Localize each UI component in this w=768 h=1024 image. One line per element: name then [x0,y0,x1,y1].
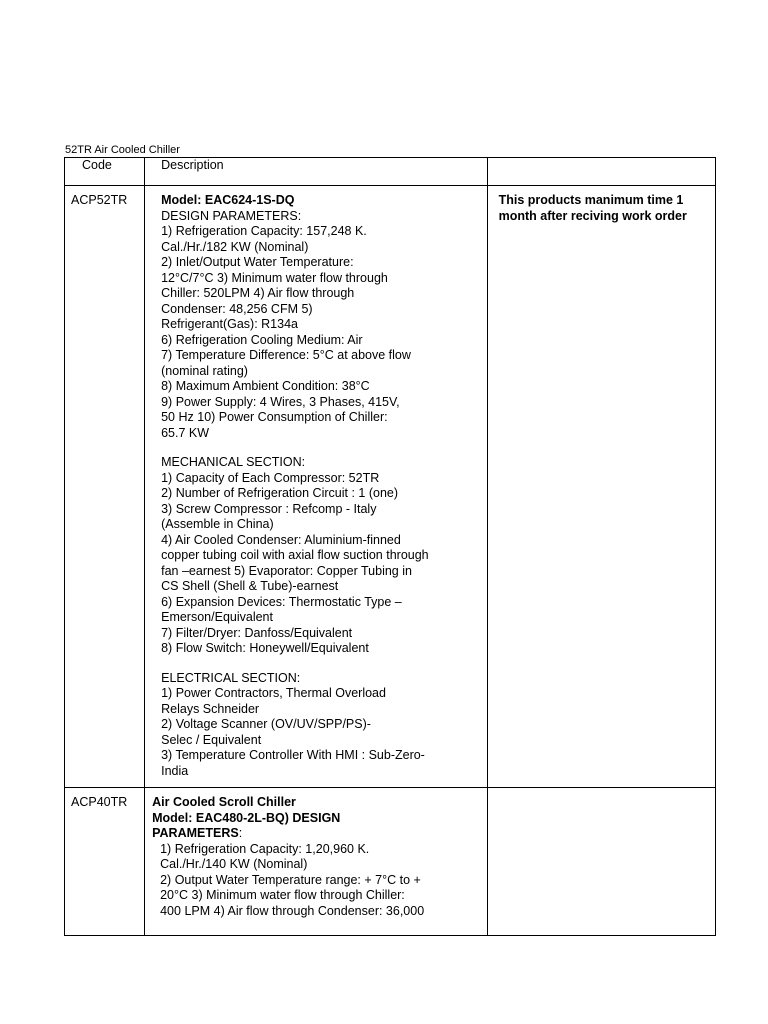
text-line: 6) Refrigeration Cooling Medium: Air [161,332,363,347]
text-line: 2) Output Water Temperature range: + 7°C to + [160,872,421,887]
header-code: Code [65,158,145,186]
note-line: This products manimum time 1 [498,193,684,208]
section-spacer [161,657,483,671]
design-parameters [161,209,483,442]
delivery-note [487,186,715,788]
text-line: 2) Voltage Scanner (OV/UV/SPP/PS)- [161,717,371,732]
text-line: (Assemble in China) [161,517,274,532]
text-line: Selec / Equivalent [161,732,262,747]
text-line: 12°C/7°C 3) Minimum water flow through [161,270,388,285]
text-line: Refrigerant(Gas): R134a [161,317,298,332]
text-line: MECHANICAL SECTION: [161,455,306,470]
text-line: 2) Number of Refrigeration Circuit : 1 (one) [161,486,399,501]
text-line: 1) Refrigeration Capacity: 157,248 K. [161,224,367,239]
text-line: 1) Power Contractors, Thermal Overload [161,686,386,701]
text-line: 8) Flow Switch: Honeywell/Equivalent [161,641,369,656]
text-line: 3) Temperature Controller With HMI : Sub-Zero- [161,748,425,763]
text-line: 20°C 3) Minimum water flow through Chiller: [160,888,405,903]
text-line: Emerson/Equivalent [161,610,273,625]
text-line: 7) Temperature Difference: 5°C at above flow [161,348,411,363]
mechanical-section [161,455,483,657]
text-line: 1) Capacity of Each Compressor: 52TR [161,470,380,485]
params-heading [152,826,483,842]
text-line: CS Shell (Shell & Tube)-earnest [161,579,339,594]
params-heading-colon: : [238,826,243,841]
text-line: 1) Refrigeration Capacity: 1,20,960 K. [160,841,370,856]
header-description: Description [145,158,488,186]
text-line: 8) Maximum Ambient Condition: 38°C [161,379,370,394]
spec-table [64,157,716,936]
product-code: ACP52TR [65,186,145,788]
text-line: 7) Filter/Dryer: Danfoss/Equivalent [161,625,353,640]
text-line: Chiller: 520LPM 4) Air flow through [161,286,355,301]
text-line: Cal./Hr./140 KW (Nominal) [160,857,308,872]
table-row [65,788,716,936]
model-name: Model: EAC624-1S-DQ [161,193,295,208]
text-line: 3) Screw Compressor : Refcomp - Italy [161,501,377,516]
model-name: Model: EAC480-2L-BQ) DESIGN [152,810,341,825]
text-line: Condenser: 48,256 CFM 5) [161,301,313,316]
text-line: copper tubing coil with axial flow suction through [161,548,429,563]
text-line: DESIGN PARAMETERS: [161,208,302,223]
product-code: ACP40TR [65,788,145,936]
electrical-section [161,671,483,780]
product-description [145,186,488,788]
text-line: India [161,763,189,778]
text-line: Cal./Hr./182 KW (Nominal) [161,239,309,254]
header-note [487,158,715,186]
table-caption: 52TR Air Cooled Chiller [65,144,180,156]
delivery-note [487,788,715,936]
params-heading-label: PARAMETERS [152,826,239,841]
table-row [65,186,716,788]
note-line: month after reciving work order [498,208,687,223]
text-line: 65.7 KW [161,425,210,440]
text-line: 6) Expansion Devices: Thermostatic Type – [161,594,402,609]
text-line: 9) Power Supply: 4 Wires, 3 Phases, 415V, [161,394,400,409]
text-line: fan –earnest 5) Evaporator: Copper Tubing in [161,563,412,578]
text-line: (nominal rating) [161,363,248,378]
product-title: Air Cooled Scroll Chiller [152,795,296,810]
text-line: ELECTRICAL SECTION: [161,670,301,685]
text-line: 400 LPM 4) Air flow through Condenser: 36,000 [160,903,425,918]
section-spacer [161,441,483,455]
product-description [145,788,488,936]
text-line: 4) Air Cooled Condenser: Aluminium-finned [161,532,401,547]
table-header-row [65,158,716,186]
text-line: 50 Hz 10) Power Consumption of Chiller: [161,410,388,425]
design-parameters [152,842,483,920]
text-line: 2) Inlet/Output Water Temperature: [161,255,354,270]
text-line: Relays Schneider [161,701,260,716]
